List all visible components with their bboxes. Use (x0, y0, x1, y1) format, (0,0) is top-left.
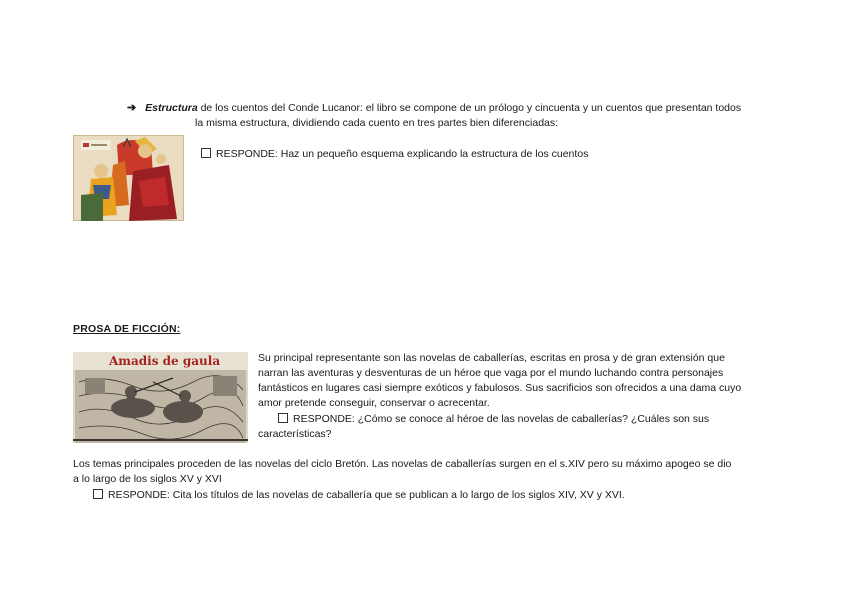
estructura-line-2: la misma estructura, dividiendo cada cuento en tres partes bien diferenciadas: (195, 117, 559, 129)
estructura-responde (201, 147, 588, 162)
paragraph-line: Su principal representante son las novelas de caballerías, escritas en prosa y de gran extensión que (258, 352, 725, 364)
prosa-responde (278, 412, 709, 427)
responde-text: RESPONDE: ¿Cómo se conoce al héroe de las novelas de caballerías? ¿Cuáles son sus (293, 413, 710, 425)
estructura-text: de los cuentos del Conde Lucanor: el libro se compone de un prólogo y cincuenta y un cuentos que presentan todos (197, 102, 742, 114)
amadis-de-gaula-illustration (73, 352, 248, 443)
paragraph-line: fantásticos en lugares casi siempre exóticos y fabulosos. Sus sacrificios son ofrecidos a una dama cuyo (258, 382, 742, 394)
responde-checkbox[interactable] (201, 148, 211, 158)
prosa-responde-cont: características? (258, 428, 332, 440)
responde-checkbox[interactable] (93, 489, 103, 499)
paragraph-line: narran las aventuras y desventuras de un héroe que vaga por el mundo luchando contra personajes (258, 367, 724, 379)
temas-line: a lo largo de los siglos XV y XVI (73, 473, 222, 485)
prosa-heading: PROSA DE FICCIÓN: (73, 323, 181, 335)
responde-text: RESPONDE: Cita los títulos de las novelas de caballería que se publican a lo largo de los siglos XIV, XV y XVI. (108, 489, 625, 501)
paragraph-line: amor pretende conseguir, conservar o acrecentar. (258, 397, 490, 409)
estructura-term: Estructura (145, 102, 198, 114)
arrow-icon: ➔ (127, 102, 137, 114)
temas-paragraph (73, 457, 731, 487)
amadis-title: Amadis de gaula (109, 354, 221, 368)
prosa-paragraph (258, 351, 741, 411)
conde-lucanor-illustration (73, 135, 184, 221)
temas-line: Los temas principales proceden de las novelas del ciclo Bretón. Las novelas de caballerías surgen en el s.XIV pero su máximo apogeo se dio (73, 458, 732, 470)
final-responde (93, 488, 625, 503)
responde-checkbox[interactable] (278, 413, 288, 423)
estructura-line-1 (127, 101, 741, 116)
responde-text: RESPONDE: Haz un pequeño esquema explicando la estructura de los cuentos (216, 148, 589, 160)
